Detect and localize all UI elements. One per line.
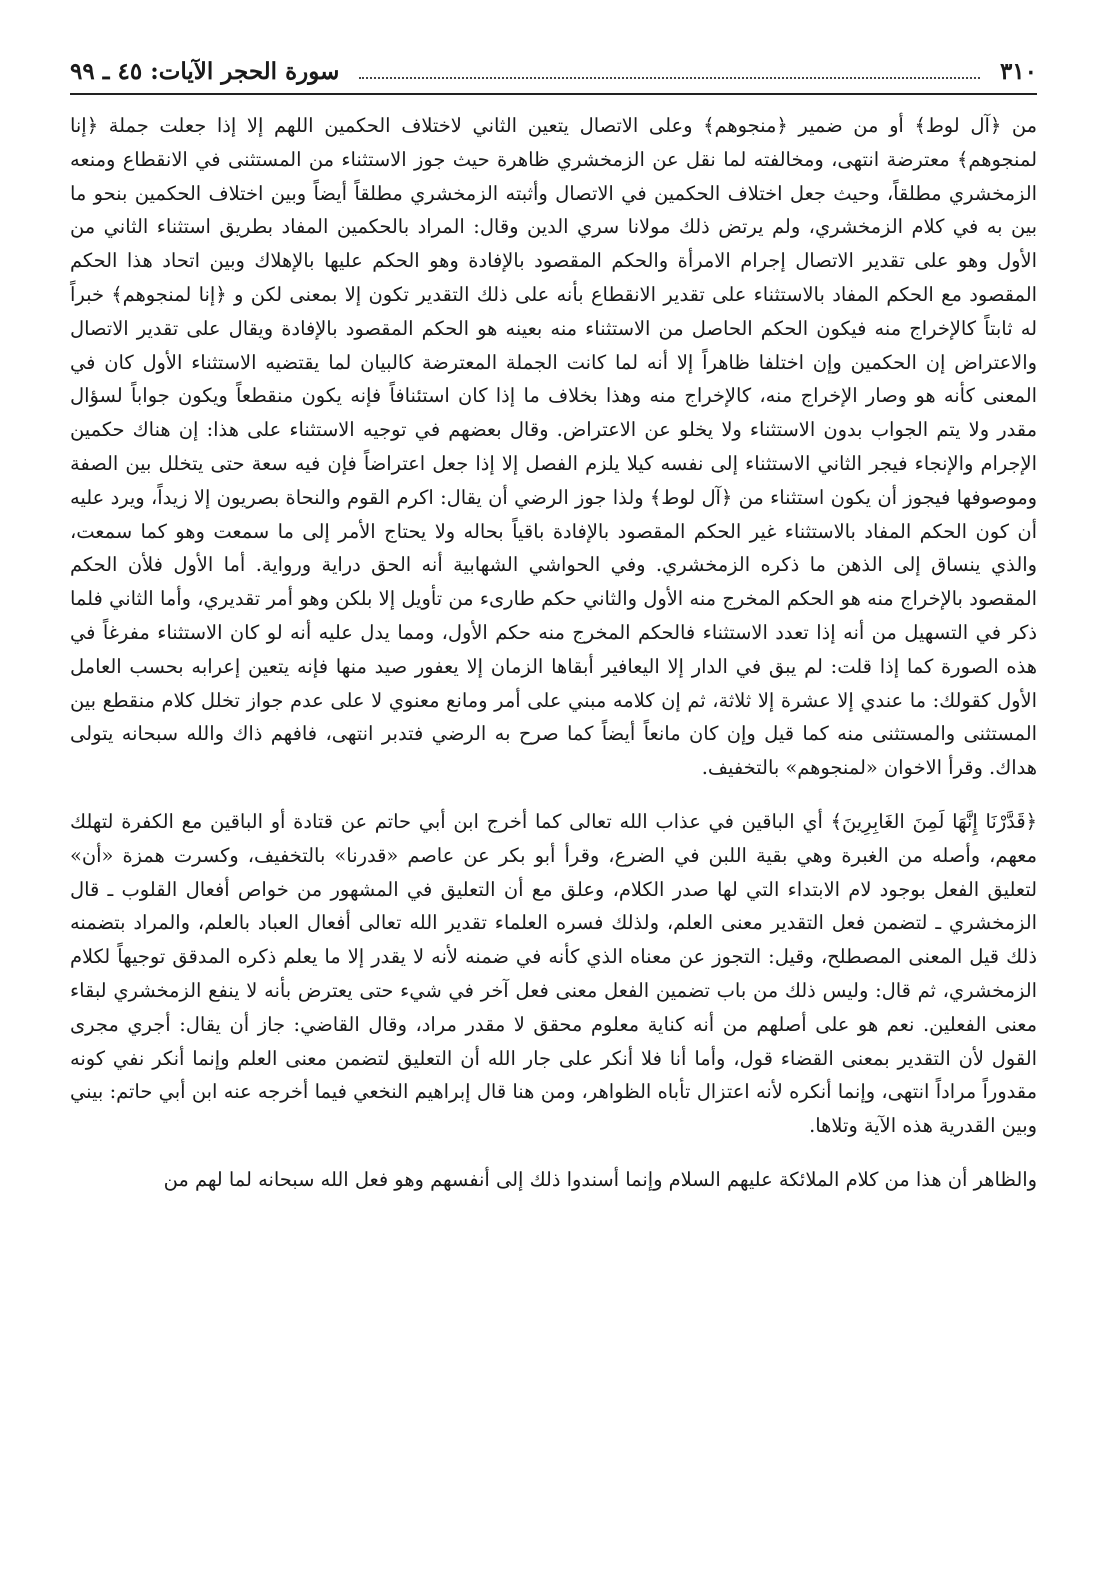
book-page bbox=[70, 58, 1037, 1197]
page-header bbox=[70, 58, 1037, 95]
surah-title: سورة الحجر الآيات: ٤٥ ـ ٩٩ bbox=[70, 58, 340, 85]
paragraph: والظاهر أن هذا من كلام الملائكة عليهم السلام وإنما أسندوا ذلك إلى أنفسهم وهو فعل الله سبحانه لما لهم من bbox=[163, 1167, 1037, 1191]
paragraph: من ﴿آل لوط﴾ أو من ضمير ﴿منجوهم﴾ وعلى الاتصال يتعين الثاني لاختلاف الحكمين اللهم إلا إذا جعلت جملة ﴿إنا لمنجوهم﴾ معترضة انتهى، ومخالفته لما نقل عن الزمخشري ظاهرة حيث جوز الاستثناء من المستثنى في الانقطاع ومنعه الزمخشري مطلقاً، وحيث جعل اختلاف الحكمين في الاتصال وأثبته الزمخشري مطلقاً أيضاً وبين اختلاف الحكمين بنحو ما بين به في كلام الزمخشري، ولم يرتض ذلك مولانا سري الدين وقال: المراد بالحكمين المفاد بطريق استثناء الثاني من الأول وهو على تقدير الاتصال إجرام الامرأة والحكم المقصود بالإفادة وهو الحكم عليها بالإهلاك وبين اتحاد هذا الحكم المقصود مع الحكم المفاد بالاستثناء على تقدير الانقطاع بأنه على ذلك التقدير تكون إلا بمعنى لكن و ﴿إنا لمنجوهم﴾ خبراً له ثابتاً كالإخراج منه فيكون الحكم الحاصل من الاستثناء منه بعينه هو الحكم المقصود بالإفادة ويقال على تقدير الاتصال والاعتراض إن الحكمين وإن اختلفا ظاهراً إلا أنه لما كانت الجملة المعترضة كالبيان لما يقتضيه الاستثناء الأول كان في المعنى كأنه هو وصار الإخراج منه، كالإخراج منه وهذا بخلاف ما إذا كان استئنافاً فإنه يكون منقطعاً ويكون جواباً لسؤال مقدر ولا يتم الجواب بدون الاستثناء ولا يخلو عن الاعتراض. وقال بعضهم في توجيه الاستثناء على هذا: إن هناك حكمين الإجرام والإنجاء فيجر الثاني الاستثناء إلى نفسه كيلا يلزم الفصل إلا إذا جعل اعتراضاً فإن فيه سعة حتى يتخلل بين الصفة وموصوفها فيجوز أن يكون استثناء من ﴿آل لوط﴾ ولذا جوز الرضي أن يقال: اكرم القوم والنحاة بصريون إلا زيداً، ويرد عليه أن كون الحكم المفاد بالاستثناء غير الحكم المقصود بالإفادة باقياً بحاله ولا يحتاج الأمر إلى ما سمعت وهو كما سمعت، والذي ينساق إلى الذهن ما ذكره الزمخشري. وفي الحواشي الشهابية أنه الحق دراية ورواية. أما الأول فلأن الحكم المقصود بالإخراج منه هو الحكم المخرج منه الأول والثاني حكم طارىء من تأويل إلا بلكن وهو أمر تقديري، وأما الثاني فلما ذكر في التسهيل من أنه إذا تعدد الاستثناء فالحكم المخرج منه حكم الأول، ومما يدل عليه أنه لو كان الاستثناء مفرغاً في هذه الصورة كما إذا قلت: لم يبق في الدار إلا اليعافير أبقاها الزمان إلا يعفور صيد منها فإنه يتعين إعرابه بحسب العامل الأول كقولك: ما عندي إلا عشرة إلا ثلاثة، ثم إن كلامه مبني على أمر ومانع معنوي لا على عدم جواز تخلل كلام منقطع بين المستثنى والمستثنى منه كما قيل وإن كان مانعاً أيضاً كما صرح به الرضي فتدبر انتهى، فافهم ذاك والله سبحانه يتولى هداك. وقرأ الاخوان «لمنجوهم» بالتخفيف. bbox=[70, 114, 1037, 780]
body-text bbox=[70, 109, 1037, 1197]
header-dotted-leader bbox=[359, 65, 980, 79]
paragraph: ﴿قَدَّرْنَا إِنَّهَا لَمِنَ الغَابِرِينَ﴾ أي الباقين في عذاب الله تعالى كما أخرج ابن أبي حاتم عن قتادة أو الباقين مع الكفرة لتهلك معهم، وأصله من الغبرة وهي بقية اللبن في الضرع، وقرأ أبو بكر عن عاصم «قدرنا» بالتخفيف، وكسرت همزة «أن» لتعليق الفعل بوجود لام الابتداء التي لها صدر الكلام، وعلق مع أن التعليق في المشهور من خواص أفعال القلوب ـ قال الزمخشري ـ لتضمن فعل التقدير معنى العلم، ولذلك فسره العلماء تقدير الله تعالى أفعال العباد بالعلم، والمراد بتضمنه ذلك قيل المعنى المصطلح، وقيل: التجوز عن معناه الذي كأنه في ضمنه لأنه لا يقدر إلا ما يعلم ذكره المدقق توجيهاً لكلام الزمخشري، ثم قال: وليس ذلك من باب تضمين الفعل معنى فعل آخر في شيء حتى يعترض بأنه لا ينفع الزمخشري لبقاء معنى الفعلين. نعم هو على أصلهم من أنه كناية معلوم محقق لا مقدر مراد، وقال القاضي: جاز أن يقال: أجري مجرى القول لأن التقدير بمعنى القضاء قول، وأما أنا فلا أنكر على جار الله أن التعليق لتضمن معنى العلم وإنما أنكر نفي كونه مقدوراً مراداً انتهى، وإنما أنكره لأنه اعتزال تأباه الظواهر، ومن هنا قال إبراهيم النخعي فيما أخرجه عنه ابن أبي حاتم: بيني وبين القدرية هذه الآية وتلاها. bbox=[70, 809, 1037, 1138]
page-number: ٣١٠ bbox=[999, 58, 1037, 85]
